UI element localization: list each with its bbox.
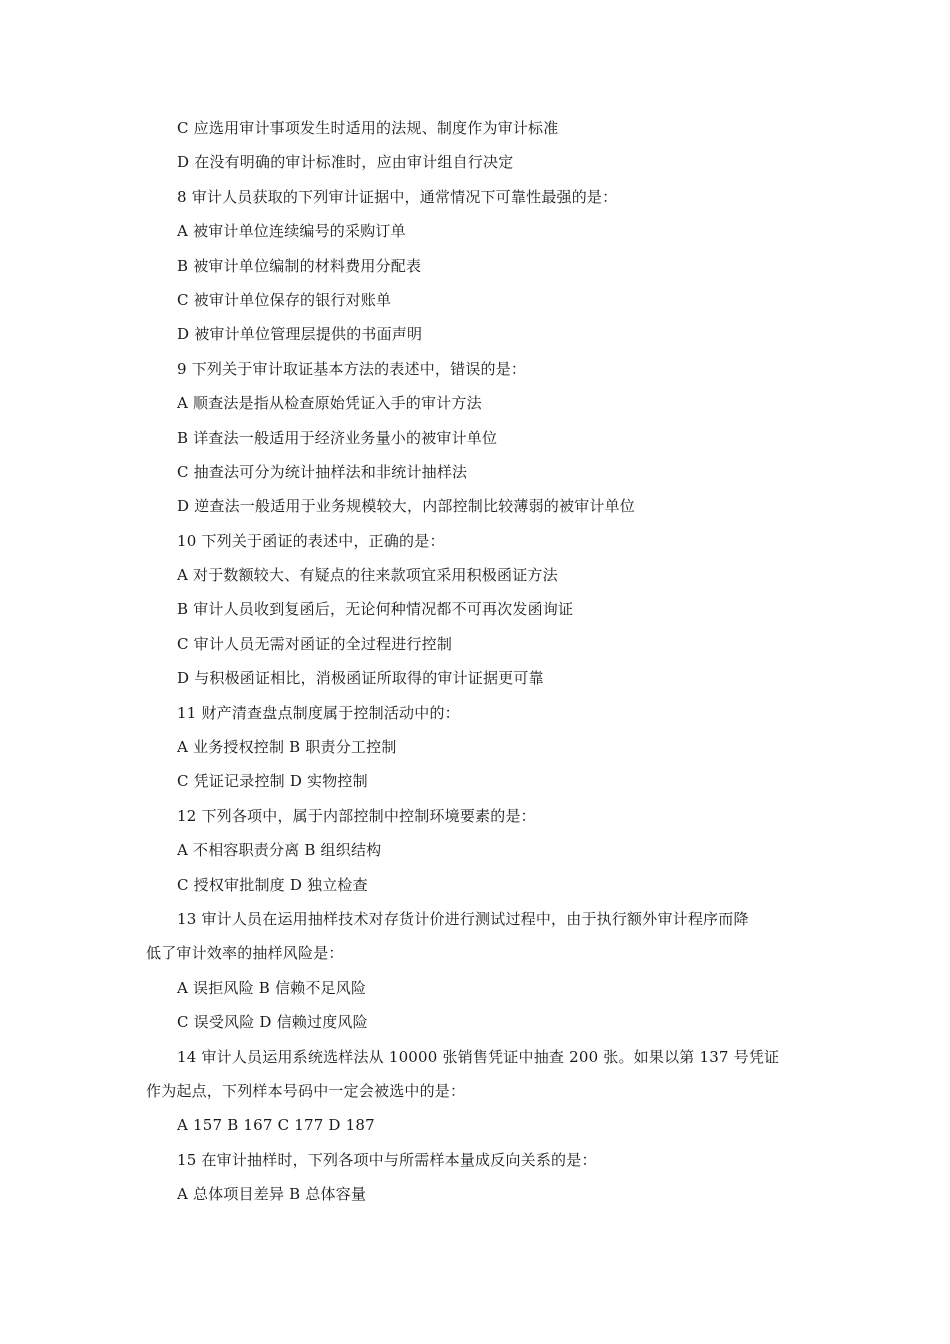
text-line: C 授权审批制度 D 独立检查 — [177, 875, 368, 894]
document-body — [146, 111, 826, 1212]
text-line: A 对于数额较大、有疑点的往来款项宜采用积极函证方法 — [177, 566, 558, 585]
text-line: 13 审计人员在运用抽样技术对存货计价进行测试过程中，由于执行额外审计程序而降 — [177, 909, 749, 928]
text-line: D 逆查法一般适用于业务规模较大，内部控制比较薄弱的被审计单位 — [177, 497, 635, 516]
text-line: 12 下列各项中，属于内部控制中控制环境要素的是： — [177, 806, 536, 825]
text-line: C 应选用审计事项发生时适用的法规、制度作为审计标准 — [177, 119, 559, 137]
text-line: A 顺查法是指从检查原始凭证入手的审计方法 — [177, 394, 482, 413]
text-line: 低了审计效率的抽样风险是： — [146, 944, 344, 963]
text-line: C 抽查法可分为统计抽样法和非统计抽样法 — [177, 462, 468, 481]
text-line: A 157 B 167 C 177 D 187 — [177, 1116, 375, 1135]
text-line: A 不相容职责分离 B 组织结构 — [177, 841, 382, 860]
text-line: D 在没有明确的审计标准时，应由审计组自行决定 — [177, 153, 514, 172]
text-line: A 总体项目差异 B 总体容量 — [177, 1185, 367, 1204]
text-line: D 被审计单位管理层提供的书面声明 — [177, 325, 423, 344]
text-line: 作为起点，下列样本号码中一定会被选中的是： — [146, 1081, 466, 1100]
text-line: C 凭证记录控制 D 实物控制 — [177, 772, 368, 791]
text-line: A 误拒风险 B 信赖不足风险 — [177, 978, 367, 997]
text-line: B 详查法一般适用于经济业务量小的被审计单位 — [177, 428, 498, 447]
text-line: B 被审计单位编制的材料费用分配表 — [177, 256, 422, 275]
text-line: 9 下列关于审计取证基本方法的表述中，错误的是： — [177, 359, 527, 378]
text-line: 8 审计人员获取的下列审计证据中，通常情况下可靠性最强的是： — [177, 187, 618, 206]
text-line: C 被审计单位保存的银行对账单 — [177, 290, 392, 309]
text-line: A 业务授权控制 B 职责分工控制 — [177, 738, 397, 757]
text-line: 14 审计人员运用系统选样法从 10000 张销售凭证中抽查 200 张。如果以第 137 号凭证 — [177, 1047, 780, 1066]
text-line: D 与积极函证相比，消极函证所取得的审计证据更可靠 — [177, 669, 544, 688]
text-line: 11 财产清查盘点制度属于控制活动中的： — [177, 703, 460, 722]
text-line: 10 下列关于函证的表述中，正确的是： — [177, 531, 445, 550]
text-line: 15 在审计抽样时，下列各项中与所需样本量成反向关系的是： — [177, 1150, 597, 1169]
text-line: C 误受风险 D 信赖过度风险 — [177, 1013, 368, 1032]
text-line: B 审计人员收到复函后，无论何种情况都不可再次发函询证 — [177, 600, 574, 619]
text-line: A 被审计单位连续编号的采购订单 — [177, 222, 406, 241]
text-line: C 审计人员无需对函证的全过程进行控制 — [177, 634, 453, 653]
